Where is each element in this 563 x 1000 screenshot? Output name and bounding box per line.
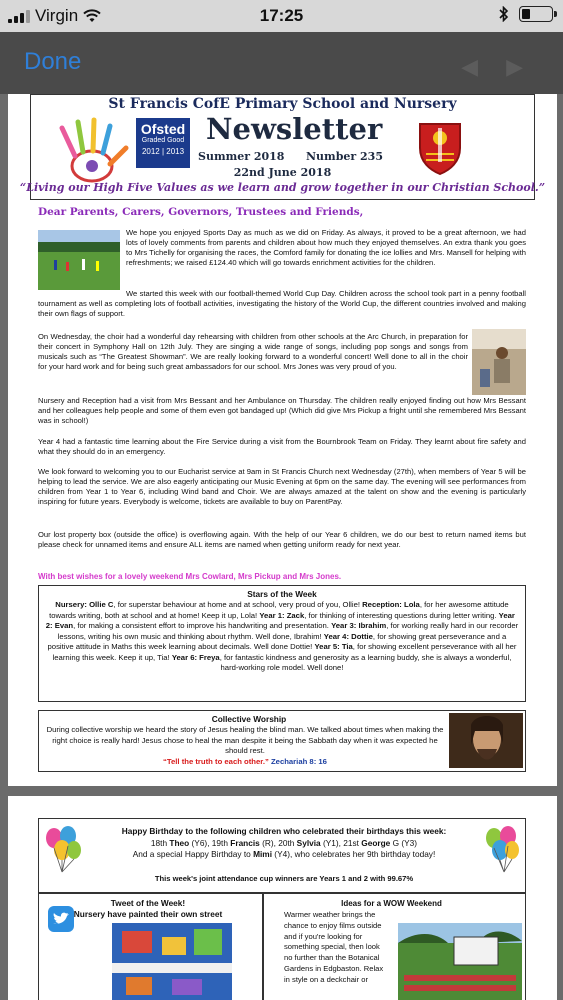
ideas-title: Ideas for a WOW Weekend [341, 899, 442, 908]
chevron-right-icon[interactable]: ▶ [506, 54, 523, 79]
worship-story: During collective worship we heard the story of Jesus healing the blind man. We talked about times when making the right choice is really hard! Jesus chose to heal the man despite it being the Sabbath day when it was expected he should rest. [46, 725, 444, 755]
school-motto: “Living our High Five Values as we learn and grow together in our Christian School.” [19, 181, 546, 194]
tweet-subtitle: Nursery have painted their own street [73, 909, 223, 919]
paragraph-world-cup: We started this week with our football-themed World Cup Day. Children across the school took part in a penny football tournament as well as completing lots of football activities, investigating the history of the World Cup, the different countries involved and making their own flags of support. [38, 289, 526, 318]
paragraph-sports-day: We hope you enjoyed Sports Day as much as we did on Friday. As always, it proved to be a great afternoon, we had lots of lovely comments from parents and children about how much they enjoyed themselves. An extra thank you goes to Mrs Tichelly for organising the races, the Comford family for donating the ice lollies and Mrs. Mansell for helping with refreshments; we raised £124.40 which will go towards enrichment activities for the children. [126, 228, 526, 267]
ideas-text: Warmer weather brings the chance to enjoy films outside and if you're looking for something special, then look no further than the Botanical Gardens in Edgbaston. Relax in style on a deckchair or [284, 910, 384, 984]
paragraph-choir: On Wednesday, the choir had a wonderful day rehearsing with children from other schools at the Arc Church, in preparation for their concert in Symphony Hall on 12th July. They are singing a wide range of songs, including pop songs and songs from musicals such as “The Greatest Showman”. We are really looking forward to a wonderful concert! Well done to all in the choir for your hard work and for being such great ambassadors for our school. Mrs Jones was very proud of you. [38, 332, 468, 371]
viewer-toolbar [0, 32, 563, 94]
letter-signoff: With best wishes for a lovely weekend Mrs Cowlard, Mrs Pickup and Mrs Jones. [38, 572, 342, 581]
star-entry-year-3: Year 3: Ibrahim, for working really hard in our recorder lessons, writing his own music and thinking about rhythm. Well done, Ibrahim! [57, 621, 519, 641]
school-name: St Francis CofE Primary School and Nursery [108, 96, 457, 112]
status-bar [0, 0, 563, 32]
star-entry-year-1: Year 1: Zack, for thinking of interesting questions during letter writing. [259, 610, 497, 620]
paragraph-lost-property: Our lost property box (outside the office) is overflowing again. With the help of our Year 6 children, we do our best to return named items but please check for unnamed items and ensure ALL items are named when getting uniform ready for next year. [38, 530, 526, 549]
chevron-left-icon[interactable]: ◀ [461, 54, 479, 79]
paragraph-ambulance: Nursery and Reception had a visit from Mrs Bessant and her Ambulance on Thursday. The children really enjoyed finding out how Mrs Bessant and her colleagues help people and some of them even got bandaged up! (Which did give Mrs Pickup a fright until she remembered Mrs Bessant was in school!) [38, 396, 526, 425]
paragraph-fire-service: Year 4 had a fantastic time learning about the Fire Service during a visit from the Bournbrook Team on Friday. They learnt about fire safety and what they should do in an emergency. [38, 437, 526, 456]
bluetooth-icon [499, 6, 509, 22]
worship-reference: Zechariah 8: 16 [270, 756, 327, 766]
school-crest-logo [416, 120, 464, 176]
painted-street-photo [112, 923, 232, 1000]
issue-line [198, 150, 418, 163]
tweet-title: Tweet of the Week! [110, 898, 186, 908]
choir-photo [472, 329, 526, 395]
star-entry-year-6: Year 6: Freya, for fantastic kindness and generosity as a learning buddy, she is always a wonderful, hard-working role model. Well done! [171, 652, 512, 672]
ofsted-brand: Ofsted [140, 121, 186, 137]
worship-title: Collective Worship [211, 714, 287, 724]
attendance-cup: This week's joint attendance cup winners are Years 1 and 2 with 99.67% [154, 874, 414, 883]
star-entry-reception: Reception: Lola, for her awesome attitude towards writing, both at school and at home! Keep it up, Lola! [49, 600, 509, 620]
stars-box [38, 585, 526, 702]
newsletter-page-1 [8, 94, 557, 786]
birthday-special: And a special Happy Birthday to Mimi (Y4), who celebrates her 9th birthday today! [132, 849, 436, 859]
star-entry-year-5: Year 5: Tia, for showing excellent perseverance with all her learning this week. Keep it up, Tia! [52, 642, 517, 662]
jesus-painting [449, 713, 523, 768]
carrier-name: Virgin [35, 6, 79, 25]
letter-greeting: Dear Parents, Carers, Governors, Trustees and Friends, [38, 206, 364, 218]
worship-text [43, 725, 447, 767]
tweet-heading [38, 898, 258, 920]
season-label: Summer 2018 [198, 150, 285, 163]
sports-day-photo [38, 230, 120, 290]
star-entry-nursery: Nursery: Ollie C, for superstar behaviour at home and at school, very proud of you, Ollie! [55, 600, 360, 609]
ofsted-badge [136, 118, 190, 168]
worship-verse: “Tell the truth to each other.” [163, 756, 269, 766]
battery-icon [519, 6, 553, 22]
done-button[interactable]: Done [24, 48, 82, 75]
birthday-list: 18th Theo (Y6), 19th Francis (R), 20th Sylvia (Y1), 21st George G (Y3) [150, 837, 418, 848]
ofsted-years: 2012 | 2013 [141, 147, 185, 156]
newsletter-title: Newsletter [206, 112, 383, 146]
star-entry-year-4: Year 4: Dottie, for showing great perseverance and a positive attitude in Maths this week learning about decimals. Well done Dottie! [47, 631, 507, 651]
star-entry-year-2: Year 2: Evan, for making a consistent effort to improve his handwriting and presentation. [45, 610, 515, 630]
paragraph-eucharist: We look forward to welcoming you to our Eucharist service at 9am in St Francis Church next Wednesday (27th), when members of Year 5 will be helping to lead the service. We are also eagerly anticipating our Music Evening at 6pm on the same day. The evening will see performances from children from Year 1 to Year 6, including Wind band and Choir. We are always amazed at the talent on show and the evening is particularly inspiring for future years. Everybody is welcome, tickets are available to buy on ParentPay. [38, 467, 526, 506]
battery-level [522, 9, 530, 19]
outdoor-cinema-photo [398, 923, 522, 1000]
balloons-right-icon [482, 826, 524, 874]
clock: 17:25 [259, 6, 304, 25]
balloons-left-icon [42, 826, 84, 874]
issue-date: 22nd June 2018 [233, 166, 332, 179]
newsletter-page-2 [8, 796, 557, 1000]
stars-list [45, 600, 519, 674]
birthday-heading: Happy Birthday to the following children who celebrated their birthdays this week: [121, 826, 447, 836]
birthday-message [88, 826, 480, 861]
issue-number: Number 235 [306, 150, 383, 163]
ofsted-grade: Graded Good [141, 137, 185, 144]
worship-box [38, 710, 526, 772]
page-nav [461, 54, 523, 80]
stars-title: Stars of the Week [247, 589, 317, 599]
status-right [499, 6, 553, 22]
